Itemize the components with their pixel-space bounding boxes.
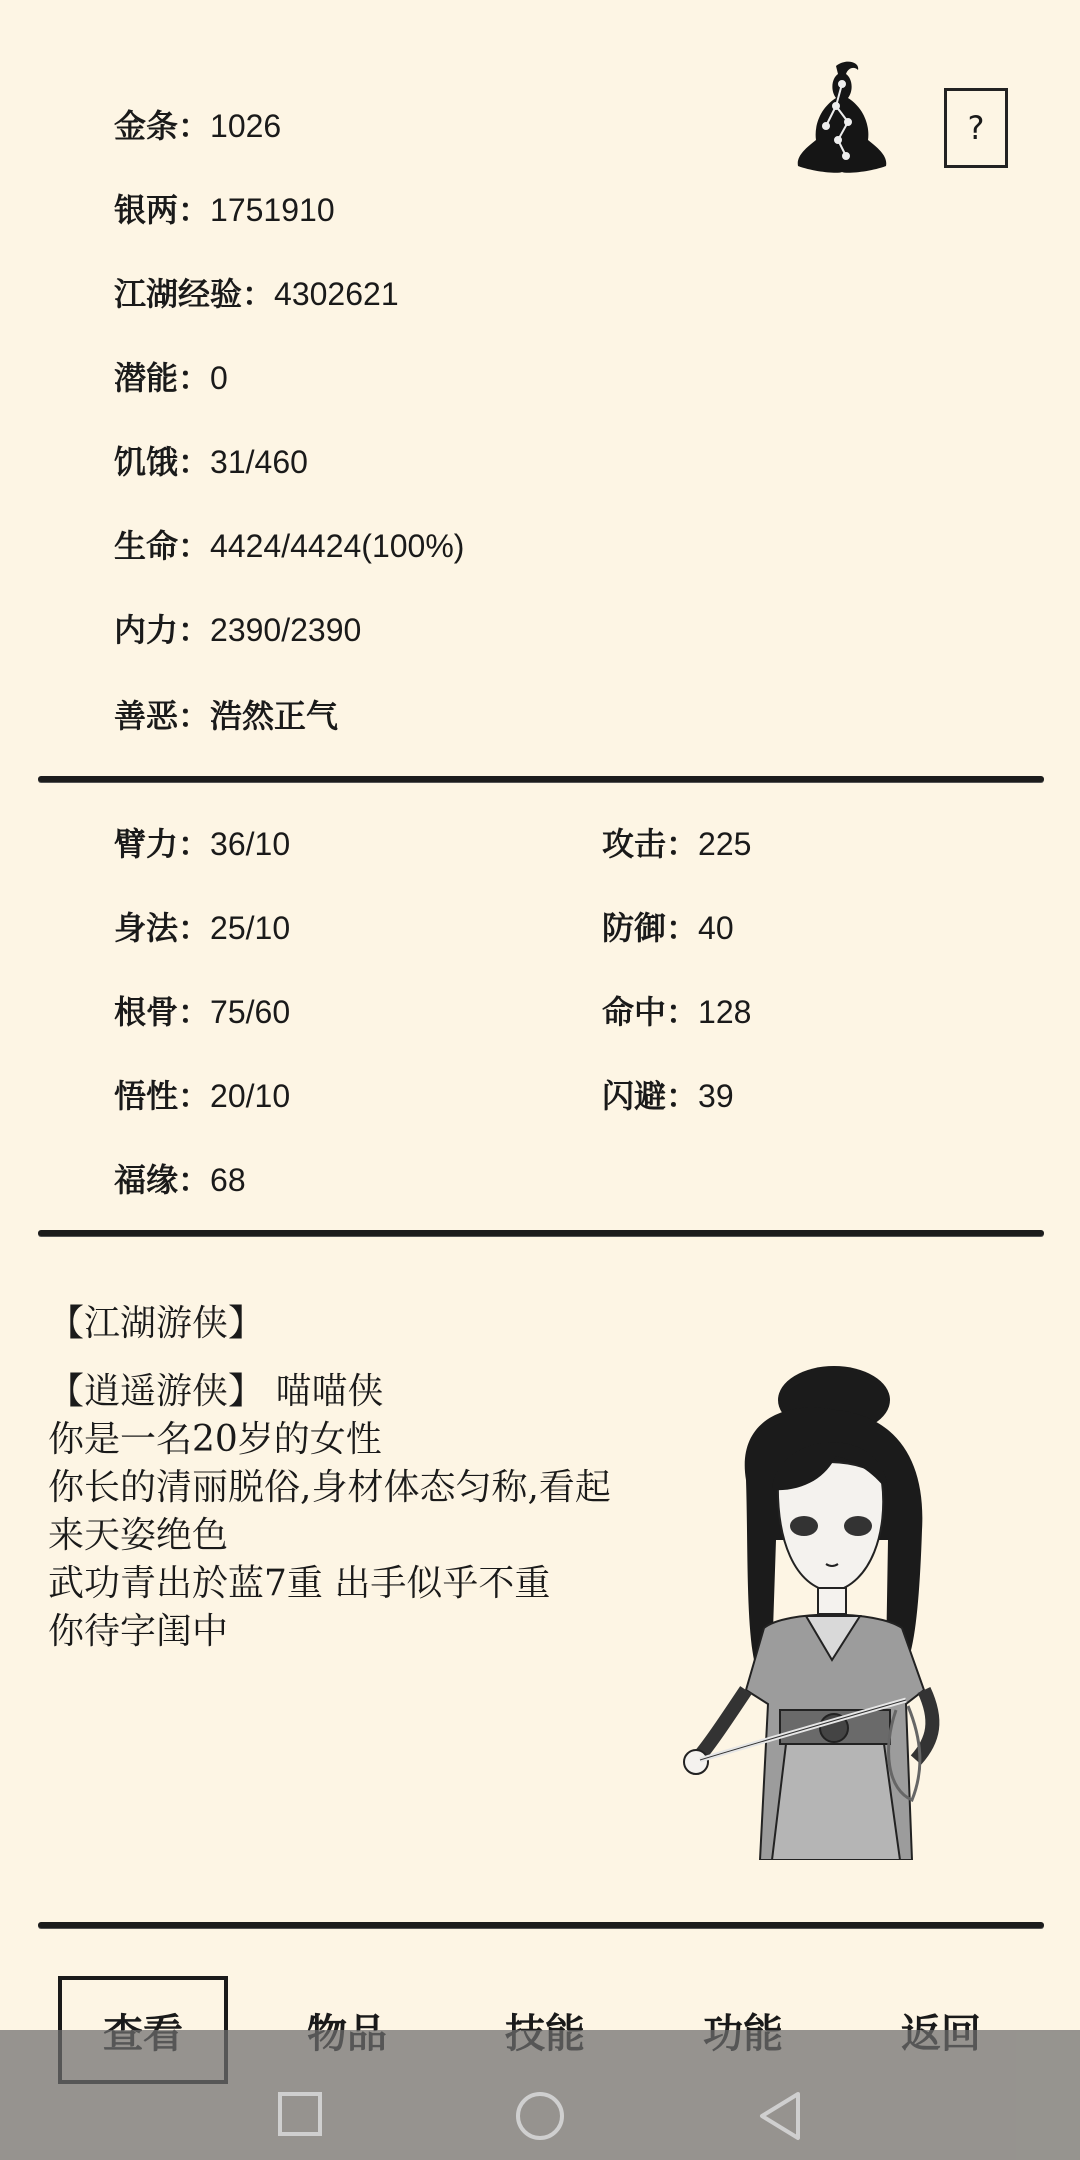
- stat-label: 生命: [114, 527, 179, 565]
- divider-top: [38, 776, 1044, 782]
- back-triangle-icon[interactable]: [756, 2090, 804, 2146]
- attr-agility: 身法：25/10: [114, 909, 291, 947]
- stat-value: 0: [210, 360, 228, 396]
- stat-hunger: 饥饿：31/460: [114, 443, 308, 481]
- stat-silver: 银两：1751910: [114, 191, 335, 229]
- attr-comprehension: 悟性：20/10: [114, 1077, 291, 1115]
- stat-life: 生命：4424/4424(100%): [114, 527, 465, 565]
- divider-middle: [38, 1230, 1044, 1236]
- character-portrait: [676, 1360, 976, 1860]
- attr-dodge: 闪避：39: [602, 1077, 734, 1115]
- stat-value: 31/460: [210, 444, 308, 480]
- help-button[interactable]: [944, 88, 1008, 168]
- bio-line: 【江湖游侠】: [48, 1303, 265, 1344]
- stat-morality: 善恶：浩然正气: [114, 697, 339, 735]
- stat-label: 潜能: [114, 359, 179, 397]
- stat-value: 1751910: [210, 192, 335, 228]
- divider-bottom: [38, 1922, 1044, 1928]
- stat-label: 内力: [114, 611, 179, 649]
- stat-label: 银两: [114, 191, 179, 229]
- stat-label: 饥饿: [114, 443, 179, 481]
- bio-line: 来天姿绝色: [48, 1515, 229, 1556]
- system-nav-bar: [0, 2030, 1080, 2160]
- attr-attack: 攻击：225: [602, 825, 752, 863]
- stat-potential: 潜能：0: [114, 359, 228, 397]
- question-icon: ?: [967, 109, 985, 147]
- stat-exp: 江湖经验：4302621: [114, 275, 399, 313]
- meditating-figure-icon[interactable]: [786, 56, 898, 180]
- attr-fortune: 福缘：68: [114, 1161, 246, 1199]
- bio-line: 你长的清丽脱俗,身材体态匀称,看起: [48, 1467, 611, 1508]
- stat-label: 善恶: [114, 697, 179, 735]
- stat-internal: 内力：2390/2390: [114, 611, 362, 649]
- square-icon[interactable]: [276, 2090, 324, 2142]
- stat-label: 金条: [114, 107, 179, 145]
- stat-value: 4302621: [274, 276, 399, 312]
- bio-line: 【逍遥游侠】 喵喵侠: [48, 1371, 384, 1412]
- attr-defense: 防御：40: [602, 909, 734, 947]
- attr-constitution: 根骨：75/60: [114, 993, 291, 1031]
- stat-value: 4424/4424(100%): [210, 528, 465, 564]
- stat-value: 2390/2390: [210, 612, 362, 648]
- bio-line: 武功青出於蓝7重 出手似乎不重: [48, 1563, 551, 1604]
- stat-value: 浩然正气: [210, 697, 339, 735]
- character-bio: [48, 1300, 668, 1656]
- stat-gold: 金条：1026: [114, 107, 282, 145]
- stat-value: 1026: [210, 108, 282, 144]
- circle-icon[interactable]: [514, 2090, 566, 2146]
- attr-strength: 臂力：36/10: [114, 825, 291, 863]
- attr-accuracy: 命中：128: [602, 993, 752, 1031]
- bio-line: 你是一名20岁的女性: [48, 1419, 382, 1460]
- bio-line: 你待字闺中: [48, 1611, 229, 1652]
- stat-label: 江湖经验: [114, 275, 243, 313]
